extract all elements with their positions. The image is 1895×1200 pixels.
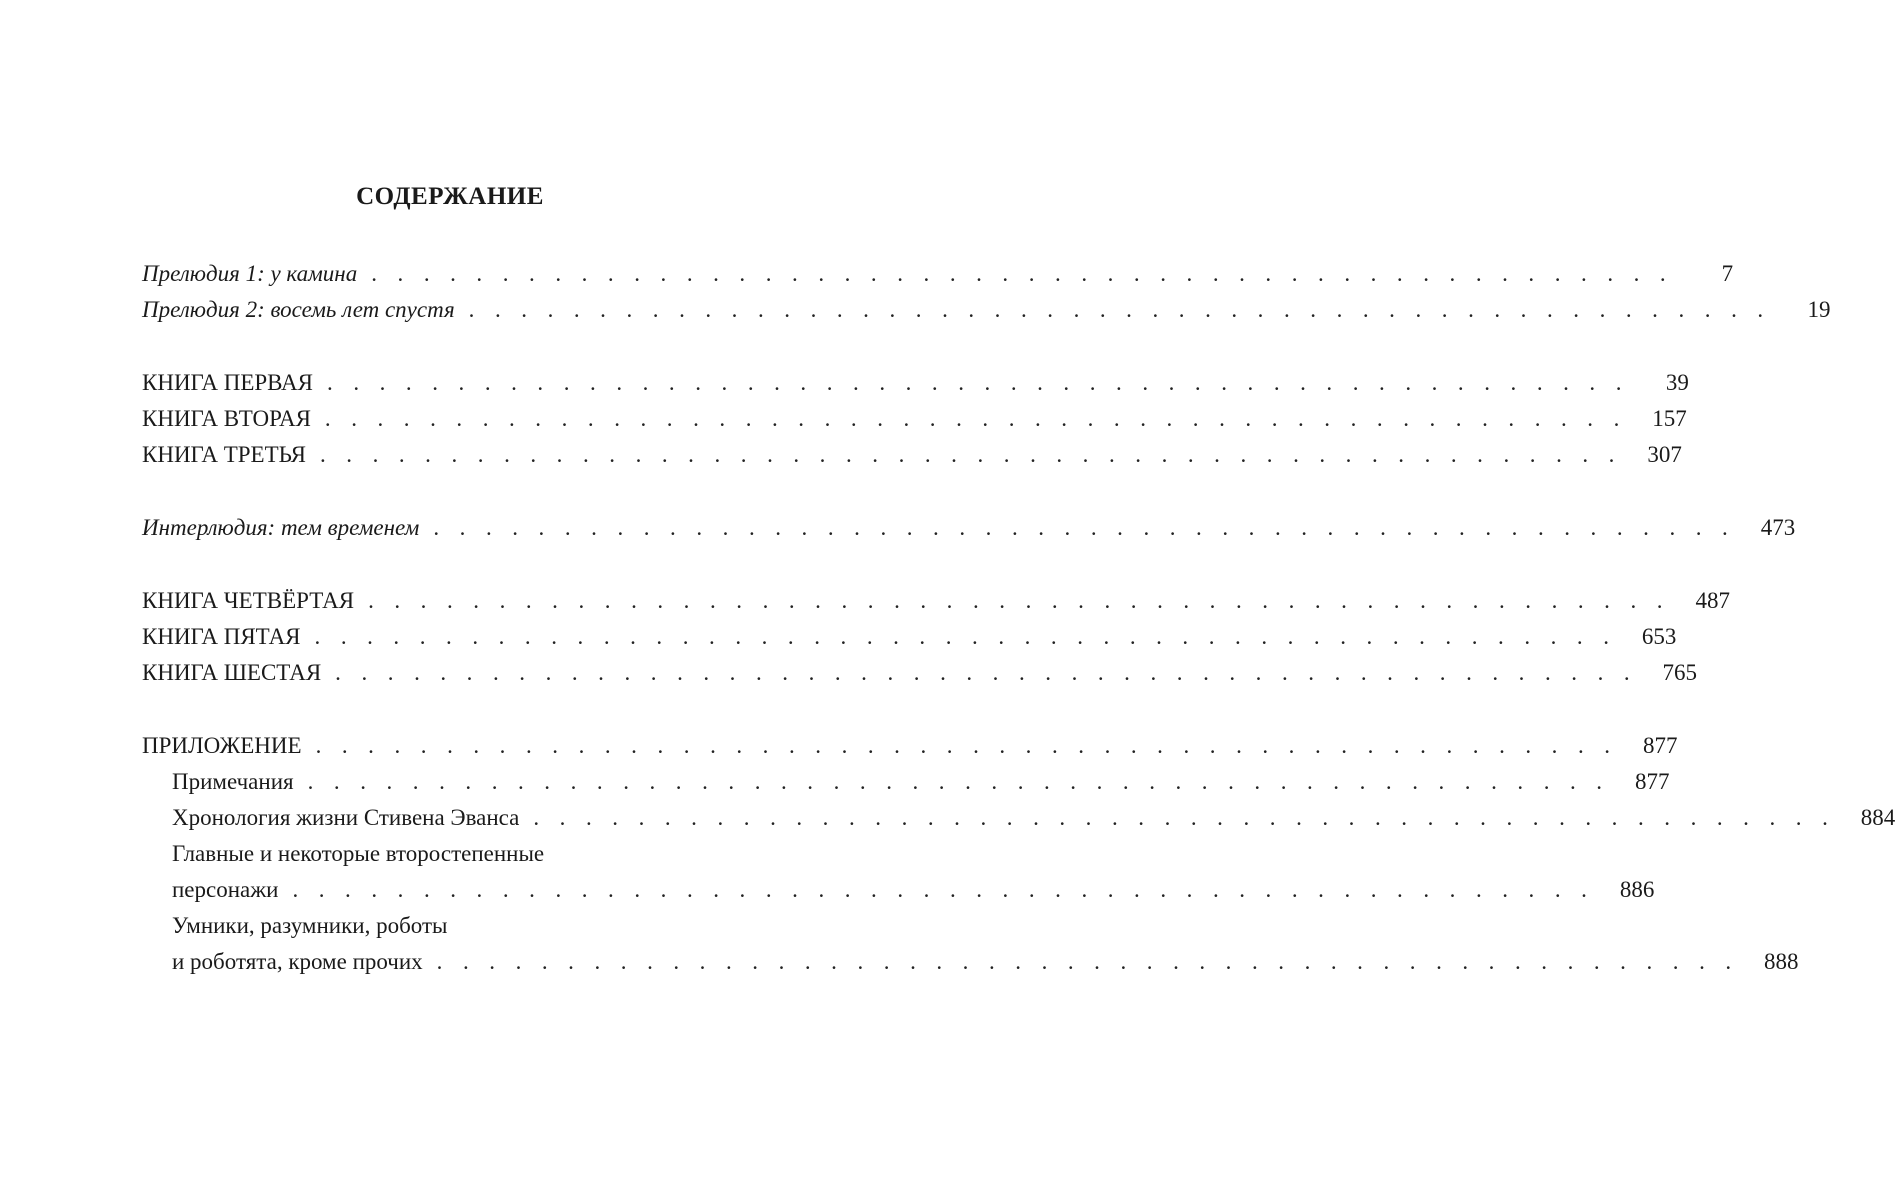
toc-entry-label: Интерлюдия: тем временем (142, 515, 420, 540)
toc-entry-book-4[interactable] (142, 583, 1730, 619)
toc-entry-label: Примечания (172, 769, 294, 794)
dot-leader: . . . . . . . . . . . . . . . . . . . . . . . . . . . . . . . . . . . . . . . . . . . . . . . . . . (436, 949, 1739, 974)
toc-entry-label: персонажи (172, 877, 279, 902)
toc-entry-label: КНИГА ШЕСТАЯ (142, 660, 322, 685)
dot-leader: . . . . . . . . . . . . . . . . . . . . . . . . . . . . . . . . . . . . . . . . . . . . . . . . . . (315, 733, 1618, 758)
dot-leader: . . . . . . . . . . . . . . . . . . . . . . . . . . . . . . . . . . . . . . . . . . . . . . . . . . (371, 261, 1674, 286)
toc-entry-characters-line1[interactable]: Главные и некоторые второстепенные (172, 841, 545, 866)
dot-leader: . . . . . . . . . . . . . . . . . . . . . . . . . . . . . . . . . . . . . . . . . . . . . . . . . . (324, 406, 1627, 431)
toc-entry-robots[interactable] (142, 944, 1799, 980)
toc-entry-label: и роботята, кроме прочих (172, 949, 423, 974)
toc-entry-book-2[interactable] (142, 401, 1687, 437)
dot-leader: . . . . . . . . . . . . . . . . . . . . . . . . . . . . . . . . . . . . . . . . . . . . . . . . . . (314, 624, 1617, 649)
dot-leader: . . . . . . . . . . . . . . . . . . . . . . . . . . . . . . . . . . . . . . . . . . . . . . . . . . (335, 660, 1638, 685)
toc-entry-label: КНИГА ТРЕТЬЯ (142, 442, 306, 467)
toc-entry-interlude[interactable] (142, 510, 1796, 546)
toc-entry-page: 39 (1665, 370, 1689, 395)
toc-entry-prelude-1[interactable] (142, 256, 1734, 292)
toc-entry-book-6[interactable] (142, 655, 1698, 691)
toc-entry-page: 877 (1634, 769, 1670, 794)
toc-entry-page: 487 (1695, 588, 1730, 613)
toc-entry-book-5[interactable] (142, 619, 1677, 655)
toc-entry-label: Прелюдия 2: восемь лет спустя (142, 297, 455, 322)
toc-entry-page: 307 (1647, 442, 1682, 467)
dot-leader: . . . . . . . . . . . . . . . . . . . . . . . . . . . . . . . . . . . . . . . . . . . . . . . . . . (327, 370, 1629, 395)
section-gap (142, 473, 775, 510)
table-of-contents (142, 256, 1895, 980)
toc-entry-page: 886 (1619, 877, 1655, 902)
toc-entry-page: 884 (1860, 805, 1895, 830)
dot-leader: . . . . . . . . . . . . . . . . . . . . . . . . . . . . . . . . . . . . . . . . . . . . . . . . . . (433, 515, 1736, 540)
toc-entry-page: 157 (1652, 406, 1687, 431)
dot-leader: . . . . . . . . . . . . . . . . . . . . . . . . . . . . . . . . . . . . . . . . . . . . . . . . . . (368, 588, 1670, 613)
toc-entry-page: 877 (1642, 733, 1678, 758)
toc-entry-label: Прелюдия 1: у камина (142, 261, 358, 286)
dot-leader: . . . . . . . . . . . . . . . . . . . . . . . . . . . . . . . . . . . . . . . . . . . . . . . . . . (307, 769, 1610, 794)
toc-entry-prelude-2[interactable] (142, 292, 1831, 328)
toc-entry-notes[interactable] (142, 764, 1670, 800)
toc-entry-label: КНИГА ВТОРАЯ (142, 406, 311, 431)
section-gap (142, 328, 775, 365)
toc-entry-chronology[interactable] (142, 800, 1895, 836)
toc-entry-label: КНИГА ПЕРВАЯ (142, 370, 314, 395)
dot-leader: . . . . . . . . . . . . . . . . . . . . . . . . . . . . . . . . . . . . . . . . . . . . . . . . . . (319, 442, 1622, 467)
section-gap (142, 691, 775, 728)
page-title: СОДЕРЖАНИЕ (356, 183, 544, 210)
toc-entry-appendix[interactable] (142, 728, 1678, 764)
dot-leader: . . . . . . . . . . . . . . . . . . . . . . . . . . . . . . . . . . . . . . . . . . . . . . . . . . (468, 297, 1771, 322)
toc-entry-label: ПРИЛОЖЕНИЕ (142, 733, 302, 758)
dot-leader: . . . . . . . . . . . . . . . . . . . . . . . . . . . . . . . . . . . . . . . . . . . . . . . . . . (292, 877, 1595, 902)
toc-entry-page: 888 (1764, 949, 1799, 974)
section-gap (142, 546, 775, 583)
toc-entry-book-1[interactable] (142, 365, 1689, 401)
toc-entry-page: 19 (1807, 297, 1831, 322)
toc-entry-page: 653 (1641, 624, 1677, 649)
toc-entry-robots-line1[interactable]: Умники, разумники, роботы (172, 913, 448, 938)
toc-entry-page: 7 (1721, 261, 1734, 286)
toc-entry-label: Хронология жизни Стивена Эванса (172, 805, 520, 830)
toc-entry-label: КНИГА ПЯТАЯ (142, 624, 301, 649)
toc-entry-page: 473 (1760, 515, 1796, 540)
toc-entry-characters[interactable] (142, 872, 1655, 908)
toc-entry-page: 765 (1662, 660, 1698, 685)
toc-entry-book-3[interactable] (142, 437, 1682, 473)
toc-entry-label: КНИГА ЧЕТВЁРТАЯ (142, 588, 355, 613)
dot-leader: . . . . . . . . . . . . . . . . . . . . . . . . . . . . . . . . . . . . . . . . . . . . . . . . . . (533, 805, 1836, 830)
